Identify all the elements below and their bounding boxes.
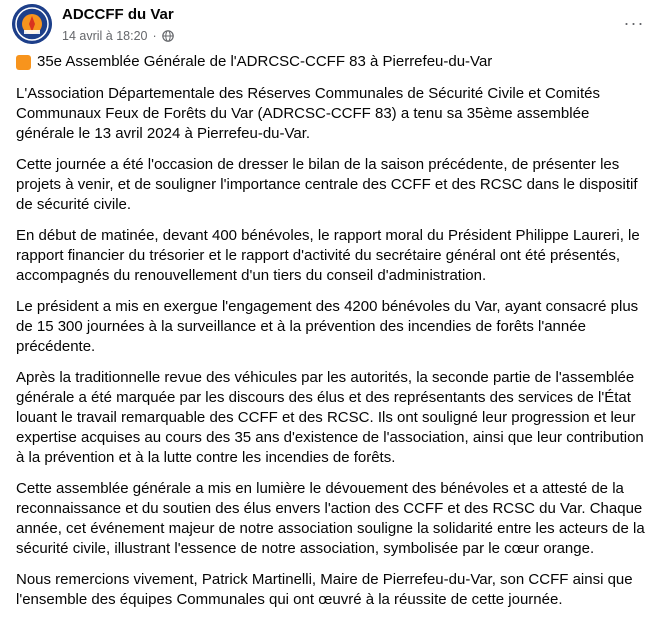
paragraph: Le président a mis en exergue l'engagement des 4200 bénévoles du Var, ayant consacré plus de 15 300 journées à la surveillance et à la prévention des incendies de forêts l'année précédente. [16,298,639,355]
paragraph: Cette assemblée générale a mis en lumière le dévouement des bénévoles et a attesté de la reconnaissance et du soutien des élus envers l'action des CCFF et des RCSC du Var. Chaque année, cet événement majeur de notre association souligne la solidarité entre les acteurs de la sécurité civile, illustrant l'essence de notre association, symbolisée par le cœur orange. [16,480,645,557]
paragraph: Après la traditionnelle revue des véhicules par les autorités, la seconde partie de l'assemblée générale a été marquée par les discours des élus et des représentants des services de l'État louant le travail remarquable des CCFF et des RCSC. Ils ont souligné leur progression et leur expertise acquises au cours des 35 ans d'existence de l'association, ainsi que leur contribution à la prévention et à la lutte contre les incendies de forêts. [16,369,644,466]
orange-square-icon [16,55,31,70]
post-header [12,4,652,48]
more-dots-icon[interactable]: ··· [623,12,645,33]
post-title-line [16,52,646,72]
post-title: 35e Assemblée Générale de l'ADRCSC-CCFF 83 à Pierrefeu-du-Var [37,53,493,70]
post-meta [62,29,174,43]
avatar-logo-icon [12,4,52,44]
page-name[interactable]: ADCCFF du Var [62,6,174,23]
paragraph: En début de matinée, devant 400 bénévoles, le rapport moral du Président Philippe Laureri, le rapport financier du trésorier et le rapport d'activité du secrétaire général ont été présentés, accompagnés du renouvellement d'un tiers du conseil d'administration. [16,227,640,284]
post-body [16,52,646,621]
page-avatar[interactable] [12,4,52,44]
meta-separator: · [152,29,157,43]
paragraph: Cette journée a été l'occasion de dresser le bilan de la saison précédente, de présenter les projets à venir, et de souligner l'importance centrale des CCFF et des RCSC dans le dispositif de sécurité civile. [16,156,638,213]
paragraph: L'Association Départementale des Réserves Communales de Sécurité Civile et Comités Communaux Feux de Forêts du Var (ADRCSC-CCFF 83) a tenu sa 35ème assemblée générale le 13 avril 2024 à Pierrefeu-du-Var. [16,85,600,142]
paragraph: Nous remercions vivement, Patrick Martinelli, Maire de Pierrefeu-du-Var, son CCFF ainsi que l'ensemble des équipes Communales qui ont œuvré à la réussite de cette journée. [16,571,633,608]
post-timestamp[interactable]: 14 avril à 18:20 [62,29,148,43]
globe-icon [162,30,174,42]
